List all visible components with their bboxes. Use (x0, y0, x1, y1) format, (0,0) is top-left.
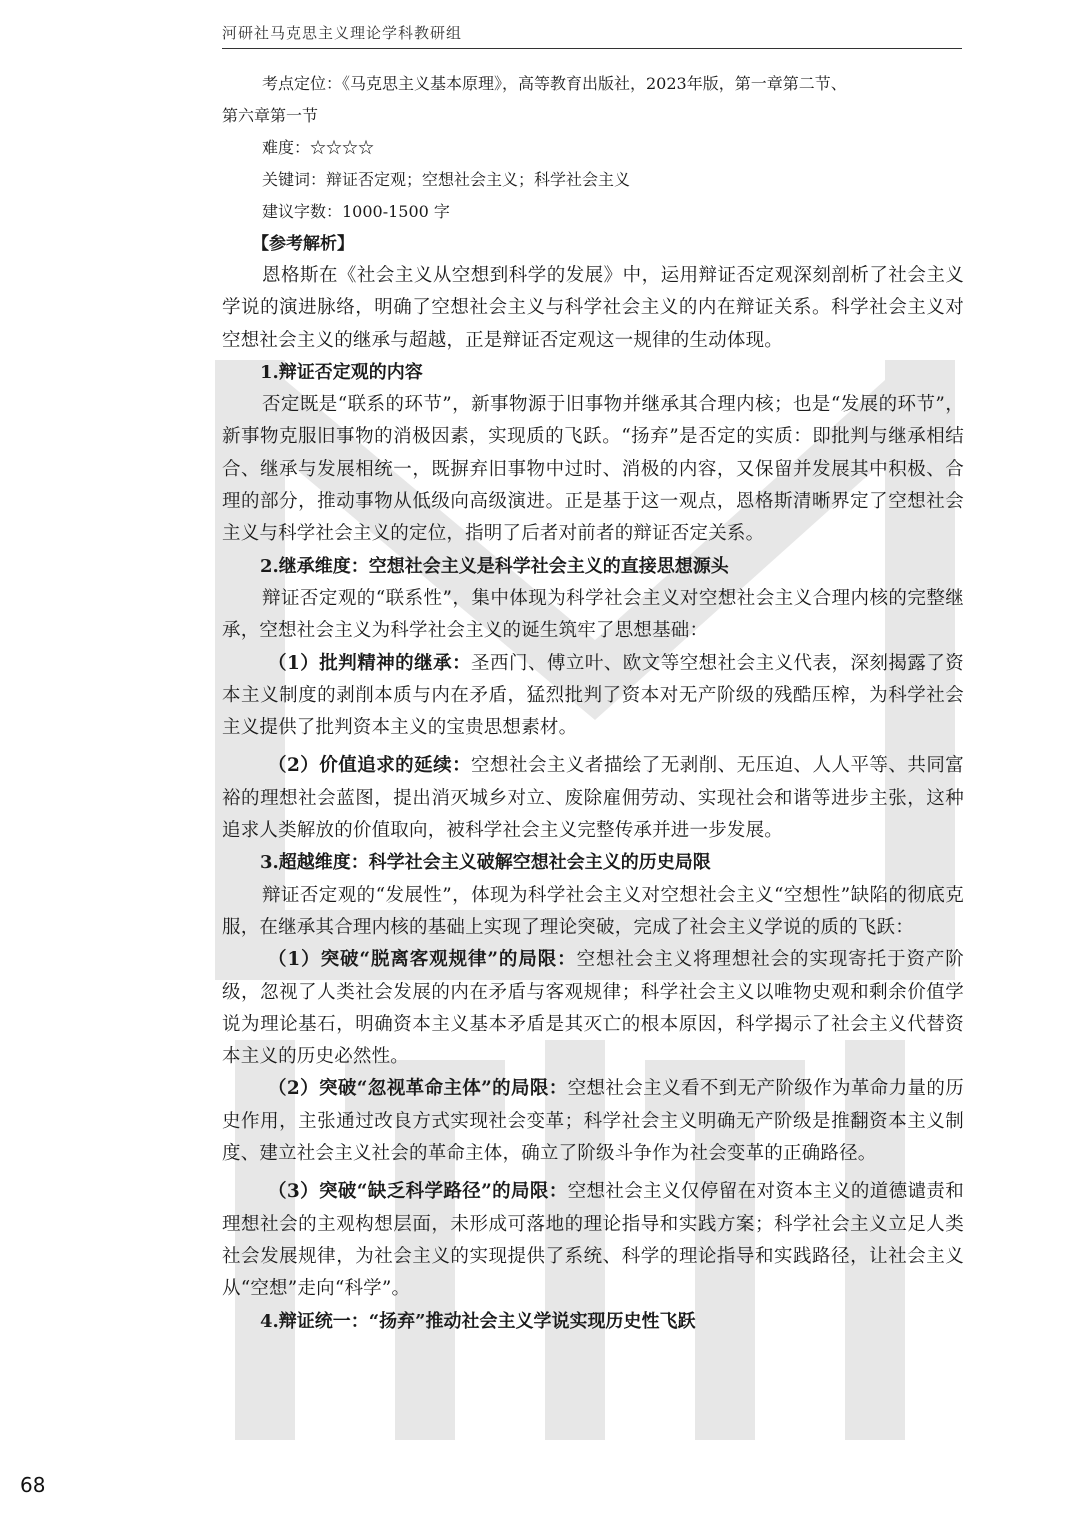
intro-paragraph: 恩格斯在《社会主义从空想到科学的发展》中，运用辩证否定观深刻剖析了社会主义学说的演进脉络，明确了空想社会主义与科学社会主义的内在辩证关系。科学社会主义对空想社会主义的继承与超越，正是辩证否定观这一规律的生动体现。 (222, 265, 964, 351)
item-text: 空想社会主义看不到无产阶级作为革命力量的历史作用，主张通过改良方式实现社会变革；科学社会主义明确无产阶级是推翻资本主义制度、建立社会主义社会的革命主体，确立了阶级斗争作为社会变革的正确路径。 (222, 1078, 964, 1165)
section-1-title: 1.辩证否定观的内容 (260, 361, 423, 383)
section-3-item (222, 1073, 964, 1170)
header-title: 河研社马克思主义理论学科教研组 (222, 24, 463, 42)
reference-title: 【参考解析】 (252, 234, 354, 254)
section-1-paragraph: 否定既是“联系的环节”，新事物源于旧事物并继承其合理内核；也是“发展的环节”，新事物克服旧事物的消极因素，实现质的飞跃。“扬弃”是否定的实质：即批判与继承相结合、继承与发展相统一，既摒弃旧事物中过时、消极的内容，又保留并发展其中积极、合理的部分，推动事物从低级向高级演进。正是基于这一观点，恩格斯清晰界定了空想社会主义与科学社会主义的定位，指明了后者对前者的辩证否定关系。 (222, 394, 964, 545)
section-2-title: 2.继承维度：空想社会主义是科学社会主义的直接思想源头 (260, 555, 729, 577)
keywords: 关键词：辩证否定观；空想社会主义；科学社会主义 (262, 170, 631, 189)
page-number: 68 (20, 1473, 46, 1497)
difficulty: 难度：☆☆☆☆ (262, 138, 375, 157)
item-label: （1）批判精神的继承： (268, 652, 472, 674)
item-text: 空想社会主义将理想社会的实现寄托于资产阶级，忽视了人类社会发展的内在矛盾与客观规律；科学社会主义以唯物史观和剩余价值学说为理论基石，明确资本主义基本矛盾是其灭亡的根本原因，科学揭示了社会主义代替资本主义的历史必然性。 (222, 949, 964, 1068)
item-text: 圣西门、傅立叶、欧文等空想社会主义代表，深刻揭露了资本主义制度的剥削本质与内在矛盾，猛烈批判了资本对无产阶级的残酷压榨，为科学社会主义提供了批判资本主义的宝贵思想素材。 (222, 652, 964, 739)
section-2-paragraph: 辩证否定观的“联系性”，集中体现为科学社会主义对空想社会主义合理内核的完整继承，空想社会主义为科学社会主义的诞生筑牢了思想基础： (222, 587, 964, 642)
section-4-title: 4.辩证统一：“扬弃”推动社会主义学说实现历史性飞跃 (260, 1310, 696, 1332)
page-content (222, 68, 964, 1338)
section-2-item (222, 750, 964, 847)
item-label: （3）突破“缺乏科学路径”的局限： (268, 1181, 568, 1203)
exam-location: 考点定位：《马克思主义基本原理》，高等教育出版社，2023年版，第一章第二节、 (262, 74, 847, 93)
section-3-paragraph: 辩证否定观的“发展性”，体现为科学社会主义对空想社会主义“空想性”缺陷的彻底克服，在继承其合理内核的基础上实现了理论突破，完成了社会主义学说的质的飞跃： (222, 884, 964, 938)
item-label: （2）价值追求的延续： (268, 755, 472, 777)
exam-location-cont: 第六章第一节 (222, 106, 319, 125)
section-3-item (222, 1176, 964, 1305)
section-3-title: 3.超越维度：科学社会主义破解空想社会主义的历史局限 (260, 852, 711, 874)
word-count: 建议字数：1000-1500 字 (262, 202, 450, 221)
item-text: 空想社会主义者描绘了无剥削、无压迫、人人平等、共同富裕的理想社会蓝图，提出消灭城乡对立、废除雇佣劳动、实现社会和谐等进步主张，这种追求人类解放的价值取向，被科学社会主义完整传承并进一步发展。 (222, 755, 964, 842)
page-header (222, 22, 962, 49)
item-text: 空想社会主义仅停留在对资本主义的道德谴责和理想社会的主观构想层面，未形成可落地的理论指导和实践方案；科学社会主义立足人类社会发展规律，为社会主义的实现提供了系统、科学的理论指导和实践路径，让社会主义从“空想”走向“科学”。 (222, 1181, 964, 1300)
section-2-item (222, 648, 964, 745)
item-label: （2）突破“忽视革命主体”的局限： (268, 1078, 568, 1100)
section-3-item (222, 944, 964, 1073)
item-label: （1）突破“脱离客观规律”的局限： (268, 949, 577, 971)
